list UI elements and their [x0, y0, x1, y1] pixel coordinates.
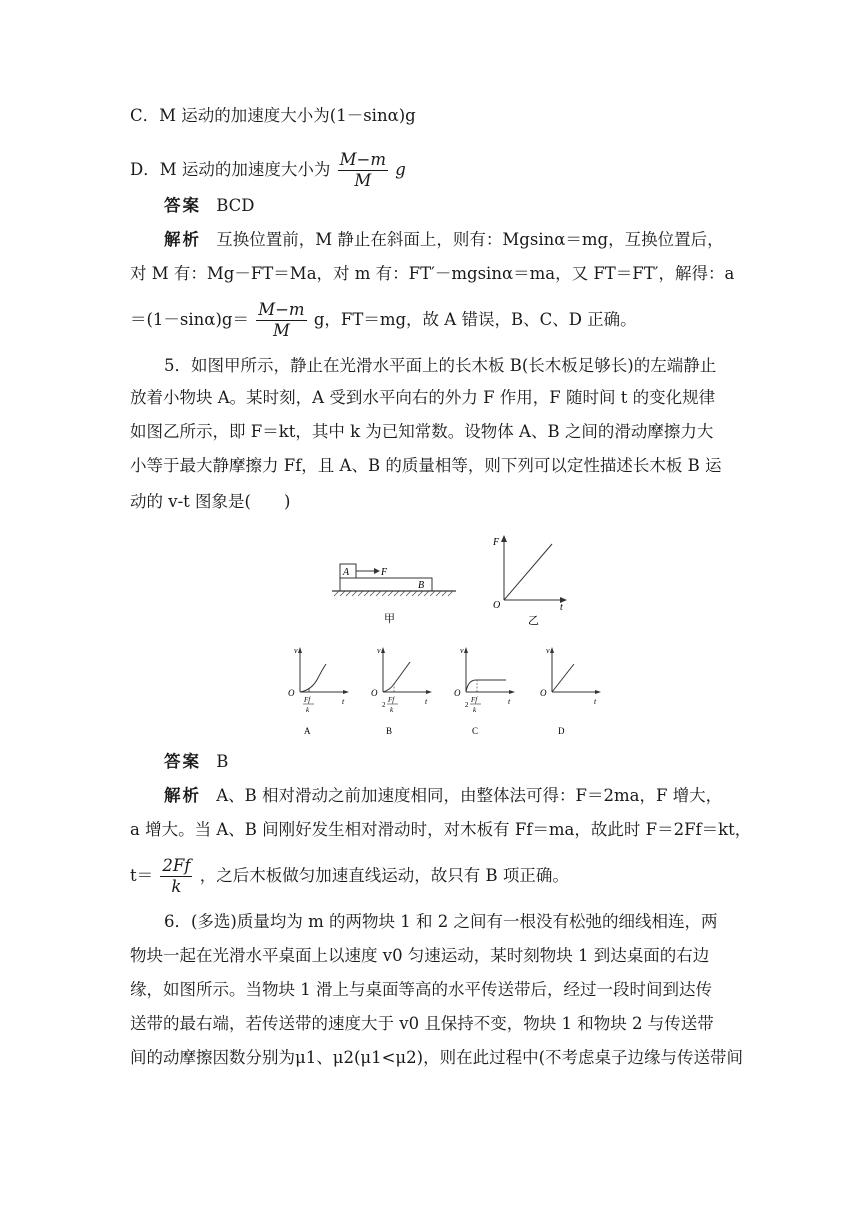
- question-6-line-5: 间的动摩擦因数分别为μ1、μ2(μ1<μ2)，则在此过程中(不考虑桌子边缘与传送带间: [130, 1048, 744, 1067]
- option-d: [130, 150, 730, 191]
- option-d-suffix: g: [395, 160, 406, 179]
- option-a-label: A: [304, 726, 311, 736]
- option-d-numerator: M−m: [339, 150, 386, 169]
- option-c-graph: [454, 646, 515, 736]
- option-b-label: B: [386, 726, 393, 736]
- question-5-line-3: 如图乙所示，即 F＝kt，其中 k 为已知常数。设物体 A、B 之间的滑动摩擦力大: [130, 422, 714, 441]
- svg-text:2: 2: [465, 701, 469, 709]
- option-b-graph: [371, 646, 432, 736]
- svg-text:v: v: [377, 646, 381, 655]
- yi-origin: O: [493, 600, 501, 611]
- figure-options: [284, 642, 614, 742]
- svg-text:O: O: [288, 688, 295, 698]
- option-d-denominator: M: [354, 171, 372, 190]
- svg-text:O: O: [371, 688, 378, 698]
- svg-text:O: O: [540, 688, 547, 698]
- svg-text:v: v: [294, 646, 298, 655]
- svg-text:k: k: [473, 706, 477, 714]
- jia-caption: 甲: [384, 613, 395, 625]
- option-d-graph: [540, 646, 601, 736]
- option-a-graph: [288, 646, 349, 736]
- question-5-line-2: 放着小物块 A。某时刻，A 受到水平向右的外力 F 作用，F 随时间 t 的变化规律: [130, 388, 716, 407]
- answer-5: [164, 750, 764, 774]
- question-5-line-5: 动的 v-t 图象是( ): [130, 492, 291, 511]
- figure-jia-yi-svg: [320, 530, 580, 640]
- answer-value: B: [216, 752, 229, 771]
- board-b-label: B: [418, 580, 425, 591]
- svg-text:t: t: [425, 697, 428, 706]
- question-5-line-1: 5．如图甲所示，静止在光滑水平面上的长木板 B(长木板足够长)的左端静止: [164, 356, 717, 375]
- svg-text:Ff: Ff: [388, 696, 395, 704]
- analysis-label: 解析: [164, 786, 201, 805]
- question-6-line-2: 物块一起在光滑水平桌面上以速度 v0 匀速运动，某时刻物块 1 到达桌面的右边: [130, 946, 710, 965]
- force-label: F: [381, 567, 388, 578]
- svg-text:v: v: [460, 646, 464, 655]
- svg-text:k: k: [306, 706, 310, 714]
- force-arrow-head: [374, 568, 380, 574]
- svg-text:t: t: [508, 697, 511, 706]
- analysis-4-line-2: 对 M 有：Mg－FT＝Ma，对 m 有：FT′－mgsinα＝ma，又 FT＝FT′，解得：a: [130, 264, 735, 283]
- answer-4: [164, 194, 764, 218]
- svg-text:Ff: Ff: [471, 696, 478, 704]
- svg-text:2: 2: [382, 701, 386, 709]
- option-c: C．M 运动的加速度大小为(1－sinα)g: [130, 106, 416, 125]
- figure-jia-yi: [320, 530, 580, 640]
- svg-text:v: v: [546, 646, 550, 655]
- analysis-4-line-1: 解析 互换位置前，M 静止在斜面上，则有：Mgsinα＝mg，互换位置后，: [164, 230, 724, 249]
- analysis-label: 解析: [164, 230, 201, 249]
- analysis-4-fraction: $\frac{M-m}{M}$: [258, 300, 305, 340]
- question-6-line-4: 送带的最右端，若传送带的速度大于 v0 且保持不变，物块 1 和物块 2 与传送带: [130, 1014, 714, 1033]
- block-a-label: A: [343, 567, 350, 578]
- option-d-prefix: D．M 运动的加速度大小为: [130, 160, 331, 179]
- ground-hatch: [334, 591, 453, 596]
- yi-axis-x-label: t: [560, 602, 563, 613]
- yi-line: [504, 544, 552, 600]
- svg-text:t: t: [342, 697, 345, 706]
- figure-options-svg: [284, 642, 614, 742]
- svg-text:O: O: [454, 688, 461, 698]
- option-d-label: D: [558, 726, 565, 736]
- svg-text:t: t: [594, 697, 597, 706]
- question-5-line-4: 小等于最大静摩擦力 Ff，且 A、B 的质量相等，则下列可以定性描述长木板 B 运: [130, 456, 722, 475]
- analysis-5-line-3: t＝ $\frac{2Ff}{k}$ ，之后木板做匀加速直线运动，故只有 B 项正确。: [130, 856, 569, 896]
- analysis-5-line-2: a 增大。当 A、B 间刚好发生相对滑动时，对木板有 Ff＝ma，故此时 F＝2Ff＝kt，: [130, 820, 752, 839]
- option-c-label: C: [472, 726, 479, 736]
- analysis-4-line-3: ＝(1－sinα)g＝ $\frac{M-m}{M}$ g，FT＝mg，故 A 错误，B、C、D 正确。: [130, 300, 637, 340]
- analysis-5-line-1: 解析 A、B 相对滑动之前加速度相同，由整体法可得：F＝2ma，F 增大，: [164, 786, 723, 805]
- answer-value: BCD: [216, 196, 255, 215]
- yi-caption: 乙: [528, 615, 539, 627]
- option-d-fraction: [338, 150, 388, 191]
- analysis-5-fraction: $\frac{2Ff}{k}$: [162, 856, 191, 896]
- question-6-line-3: 缘，如图所示。当物块 1 滑上与桌面等高的水平传送带后，经过一段时间到达传: [130, 980, 712, 999]
- svg-text:Ff: Ff: [304, 696, 311, 704]
- yi-axis-y-label: F: [493, 537, 500, 548]
- answer-label: 答案: [164, 752, 201, 771]
- answer-label: 答案: [164, 196, 201, 215]
- question-6-line-1: 6．(多选)质量均为 m 的两物块 1 和 2 之间有一根没有松弛的细线相连，两: [164, 912, 718, 931]
- svg-text:k: k: [390, 706, 394, 714]
